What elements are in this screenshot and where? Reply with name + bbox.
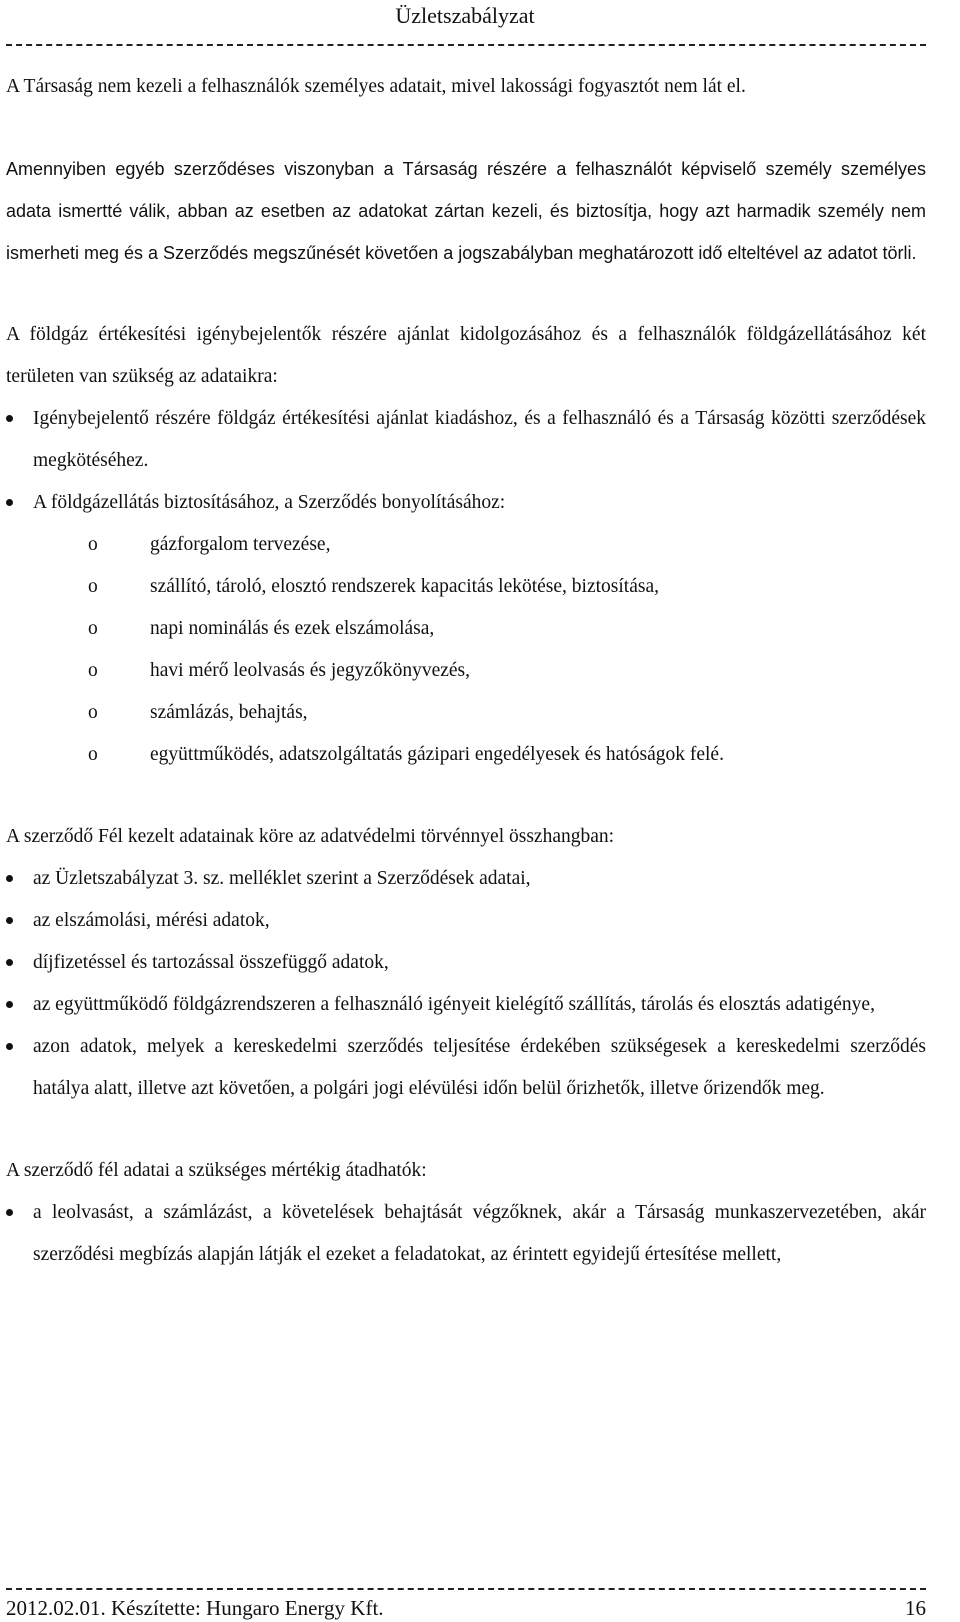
sublist-item-text: havi mérő leolvasás és jegyzőkönyvezés,: [150, 660, 471, 681]
circle-bullet-icon: o: [88, 702, 98, 723]
page-header-title: Üzletszabályzat: [395, 3, 535, 28]
list-item-text: az Üzletszabályzat 3. sz. melléklet szerint a Szerződések adatai,: [33, 868, 531, 889]
bullet-icon: [6, 1001, 13, 1008]
sublist-item-text: gázforgalom tervezése,: [150, 534, 331, 555]
circle-bullet-icon: o: [88, 660, 98, 681]
list-item-text: azon adatok, melyek a kereskedelmi szerződés teljesítése érdekében szükségesek a kereskedelmi szerződés hatálya alatt, illetve azt követően, a polgári jogi elévülési időn belül őrizhetők, illetve őrizendők meg.: [33, 1036, 926, 1099]
list-item: [6, 1026, 926, 1110]
bullet-icon: [6, 499, 13, 506]
data-scope-list: [6, 858, 926, 1110]
list-item-text: az elszámolási, mérési adatok,: [33, 910, 270, 931]
list-item-text: Igénybejelentő részére földgáz értékesítési ajánlat kiadáshoz, és a felhasználó és a Társaság közötti szerződések megkötéséhez.: [33, 408, 926, 471]
bullet-icon: [6, 1043, 13, 1050]
sublist-item-text: szállító, tároló, elosztó rendszerek kapacitás lekötése, biztosítása,: [150, 576, 659, 597]
paragraph-transfer-intro: A szerződő fél adatai a szükséges mértékig átadhatók:: [6, 1160, 427, 1181]
sublist-item-text: napi nominálás és ezek elszámolása,: [150, 618, 435, 639]
paragraph-data-scope-intro: A szerződő Fél kezelt adatainak köre az adatvédelmi törvénnyel összhangban:: [6, 826, 615, 847]
sublist-item-text: együttműködés, adatszolgáltatás gázipari engedélyesek és hatóságok felé.: [150, 744, 724, 765]
page-number: 16: [905, 1596, 926, 1620]
circle-bullet-icon: o: [88, 618, 98, 639]
list-item: [6, 858, 926, 900]
bullet-icon: [6, 415, 13, 422]
list-item: [6, 398, 926, 482]
list-item-text: a leolvasást, a számlázást, a követelések behajtását végzőknek, akár a Társaság munkaszervezetében, akár szerződési megbízás alapján látják el ezeket a feladatokat, az érintett egyidejű értesítése mellett,: [33, 1202, 926, 1265]
circle-bullet-icon: o: [88, 534, 98, 555]
list-item-text: az együttműködő földgázrendszeren a felhasználó igényeit kielégítő szállítás, tárolás és elosztás adatigénye,: [33, 994, 875, 1015]
sublist-item: [6, 734, 926, 776]
circle-bullet-icon: o: [88, 576, 98, 597]
list-item: [6, 984, 926, 1026]
footer-date-author: 2012.02.01. Készítette: Hungaro Energy Kft.: [6, 1596, 384, 1620]
spacer: [6, 1110, 926, 1150]
document-body: [6, 66, 926, 1276]
paragraph-data-need-intro: A földgáz értékesítési igénybejelentők részére ajánlat kidolgozásához és a felhasználók földgázellátásához két területen van szükség az adataikra:: [6, 324, 926, 387]
data-need-list: [6, 398, 926, 524]
list-item: [6, 482, 926, 524]
transfer-list: [6, 1192, 926, 1276]
sublist-item: [6, 608, 926, 650]
paragraph-confidential-handling: Amennyiben egyéb szerződéses viszonyban a Társaság részére a felhasználót képviselő személy személyes adata ismertté válik, abban az esetben az adatokat zártan kezeli, és biztosítja, hogy azt harmadik személy nem ismerheti meg és a Szerződés megszűnését követően a jogszabályban meghatározott idő elteltével az adatot törli.: [6, 159, 926, 263]
spacer: [6, 776, 926, 816]
bullet-icon: [6, 1209, 13, 1216]
list-item: [6, 942, 926, 984]
footer-divider: [6, 1588, 926, 1590]
bullet-icon: [6, 875, 13, 882]
sublist-item: [6, 692, 926, 734]
bullet-icon: [6, 959, 13, 966]
bullet-icon: [6, 917, 13, 924]
circle-bullet-icon: o: [88, 744, 98, 765]
sublist-item: [6, 524, 926, 566]
list-item: [6, 1192, 926, 1276]
list-item: [6, 900, 926, 942]
sublist-item: [6, 566, 926, 608]
supply-tasks-sublist: [6, 524, 926, 776]
list-item-text: A földgázellátás biztosításához, a Szerződés bonyolításához:: [33, 492, 506, 513]
sublist-item-text: számlázás, behajtás,: [150, 702, 308, 723]
list-item-text: díjfizetéssel és tartozással összefüggő adatok,: [33, 952, 389, 973]
sublist-item: [6, 650, 926, 692]
header-divider: [6, 44, 926, 46]
paragraph-no-personal-data: A Társaság nem kezeli a felhasználók személyes adatait, mivel lakossági fogyasztót nem lát el.: [6, 76, 746, 97]
